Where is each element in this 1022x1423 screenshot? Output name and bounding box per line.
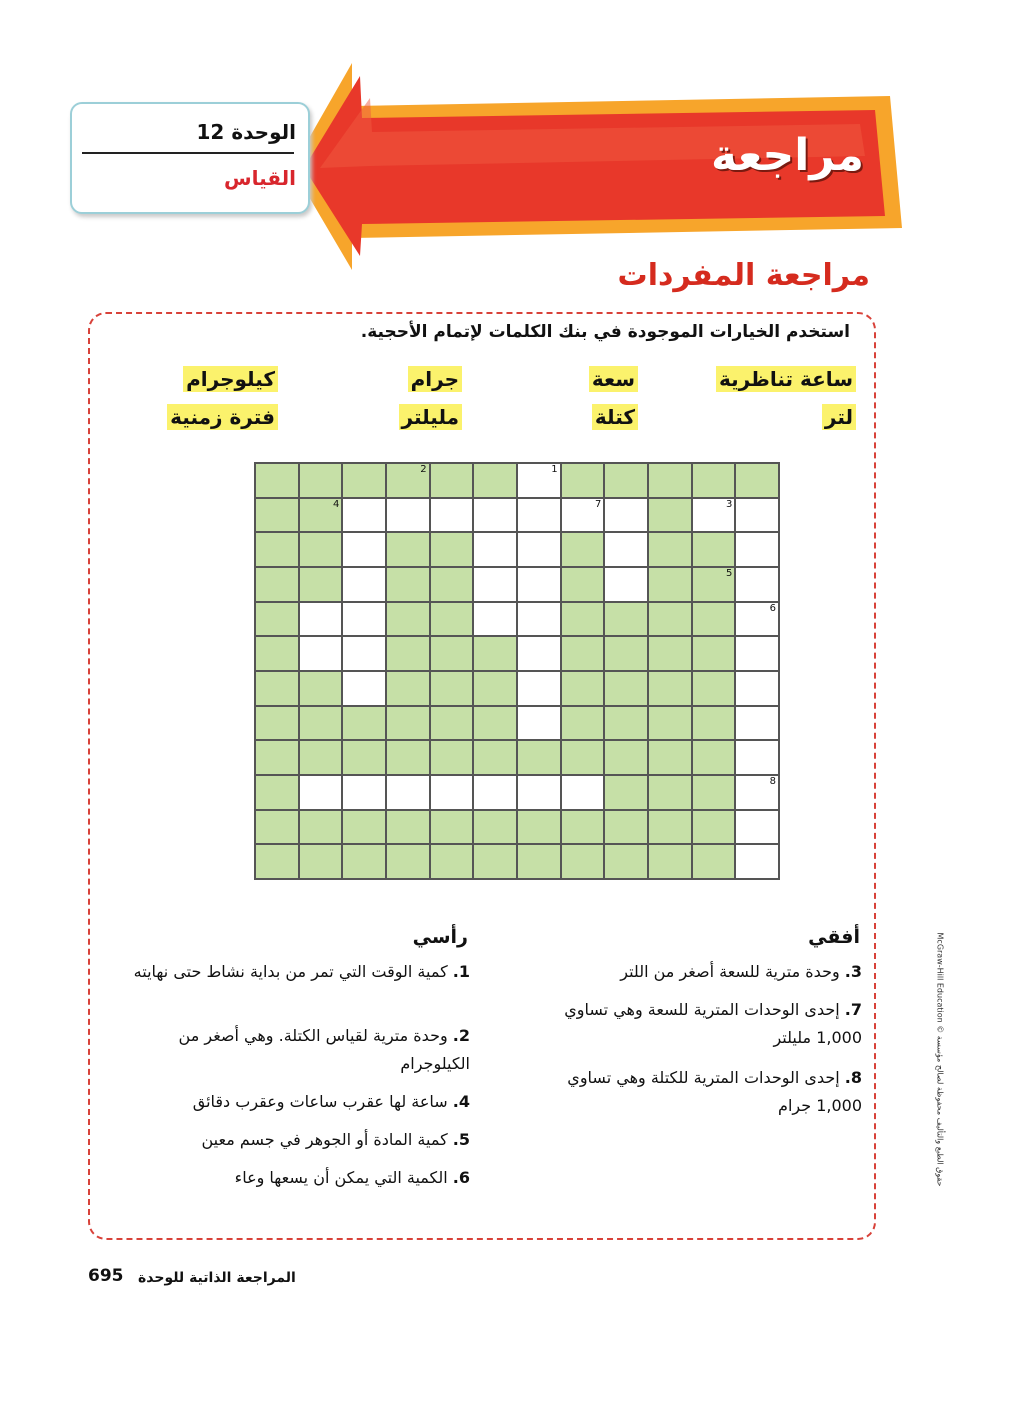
down-clue-1 <box>122 958 470 986</box>
clue-text: إحدى الوحدات المترية للكتلة وهي تساوي 1,000 جرام <box>567 1068 862 1115</box>
clue-number-label: 7 <box>594 498 602 510</box>
grid-answer-cell[interactable] <box>342 671 386 706</box>
grid-blank-cell <box>255 463 299 498</box>
grid-blank-cell <box>299 706 343 741</box>
grid-blank-cell <box>430 810 474 845</box>
grid-answer-cell[interactable] <box>430 498 474 533</box>
grid-answer-cell[interactable] <box>342 567 386 602</box>
grid-blank-cell <box>386 636 430 671</box>
grid-answer-cell[interactable] <box>517 532 561 567</box>
clue-number: 7. <box>844 1000 862 1019</box>
grid-blank-cell <box>342 810 386 845</box>
unit-number: الوحدة 12 <box>196 120 296 144</box>
down-clue-2 <box>122 1022 470 1078</box>
grid-blank-cell <box>561 602 605 637</box>
grid-blank-cell <box>648 844 692 879</box>
clue-text: الكمية التي يمكن أن يسعها وعاء <box>234 1168 448 1187</box>
grid-blank-cell <box>692 775 736 810</box>
grid-blank-cell <box>561 810 605 845</box>
clue-text: كمية المادة أو الجوهر في جسم معين <box>201 1130 448 1149</box>
down-clue-5 <box>122 1126 470 1154</box>
grid-answer-cell[interactable] <box>735 636 779 671</box>
grid-blank-cell <box>604 740 648 775</box>
page-number: 695 <box>88 1266 124 1286</box>
clue-number: 5. <box>452 1130 470 1149</box>
header-title: مراجعة <box>711 130 864 181</box>
grid-blank-cell <box>648 532 692 567</box>
grid-answer-cell[interactable] <box>604 567 648 602</box>
grid-answer-cell[interactable] <box>473 498 517 533</box>
grid-answer-cell[interactable] <box>342 498 386 533</box>
grid-blank-cell <box>255 602 299 637</box>
clue-number-label: 4 <box>332 498 340 510</box>
grid-blank-cell <box>648 775 692 810</box>
grid-blank-cell <box>299 810 343 845</box>
word-bank-item: ساعة تناظرية <box>716 366 856 392</box>
word-bank-item: كتلة <box>592 404 638 430</box>
grid-blank-cell <box>604 602 648 637</box>
grid-blank-cell <box>604 706 648 741</box>
grid-blank-cell <box>561 671 605 706</box>
grid-answer-cell[interactable] <box>735 567 779 602</box>
grid-blank-cell <box>299 498 343 533</box>
grid-blank-cell <box>255 498 299 533</box>
grid-blank-cell <box>648 740 692 775</box>
grid-blank-cell <box>561 740 605 775</box>
grid-blank-cell <box>255 567 299 602</box>
clue-text: إحدى الوحدات المترية للسعة وهي تساوي 1,000 مليلتر <box>564 1000 862 1047</box>
grid-answer-cell[interactable] <box>561 775 605 810</box>
word-bank-item: سعة <box>589 366 638 392</box>
footer-label: المراجعة الذاتية للوحدة <box>138 1270 296 1286</box>
word-bank-item: فترة زمنية <box>167 404 278 430</box>
grid-answer-cell[interactable] <box>604 532 648 567</box>
grid-blank-cell <box>648 602 692 637</box>
clue-number: 3. <box>844 962 862 981</box>
grid-blank-cell <box>386 740 430 775</box>
across-heading: أفقي <box>808 926 860 948</box>
word-bank-item: لتر <box>822 404 856 430</box>
across-clue-8 <box>522 1064 862 1120</box>
crossword-grid <box>254 462 780 880</box>
grid-blank-cell <box>473 706 517 741</box>
grid-blank-cell <box>386 567 430 602</box>
grid-blank-cell <box>692 740 736 775</box>
grid-blank-cell <box>692 810 736 845</box>
grid-blank-cell <box>604 671 648 706</box>
grid-answer-cell[interactable] <box>517 671 561 706</box>
clue-text: وحدة مترية لقياس الكتلة. وهي أصغر من الكيلوجرام <box>178 1026 470 1073</box>
word-bank-item: جرام <box>408 366 462 392</box>
grid-blank-cell <box>735 463 779 498</box>
down-heading: رأسي <box>412 926 468 948</box>
grid-blank-cell <box>299 567 343 602</box>
grid-blank-cell <box>517 740 561 775</box>
grid-blank-cell <box>648 636 692 671</box>
grid-blank-cell <box>561 567 605 602</box>
grid-blank-cell <box>648 498 692 533</box>
grid-blank-cell <box>648 567 692 602</box>
grid-answer-cell[interactable] <box>735 706 779 741</box>
grid-answer-cell[interactable] <box>517 706 561 741</box>
grid-answer-cell[interactable] <box>299 602 343 637</box>
grid-blank-cell <box>255 671 299 706</box>
grid-answer-cell[interactable] <box>342 602 386 637</box>
grid-blank-cell <box>255 775 299 810</box>
grid-blank-cell <box>692 636 736 671</box>
grid-blank-cell <box>648 463 692 498</box>
grid-blank-cell <box>255 532 299 567</box>
grid-blank-cell <box>430 602 474 637</box>
grid-blank-cell <box>386 810 430 845</box>
grid-blank-cell <box>430 844 474 879</box>
grid-answer-cell[interactable] <box>386 498 430 533</box>
grid-answer-cell[interactable] <box>517 602 561 637</box>
grid-blank-cell <box>604 775 648 810</box>
grid-blank-cell <box>430 706 474 741</box>
grid-blank-cell <box>255 740 299 775</box>
grid-answer-cell[interactable] <box>342 532 386 567</box>
grid-answer-cell[interactable] <box>342 636 386 671</box>
grid-blank-cell <box>299 532 343 567</box>
grid-blank-cell <box>604 463 648 498</box>
grid-answer-cell[interactable] <box>473 602 517 637</box>
grid-blank-cell <box>299 463 343 498</box>
grid-blank-cell <box>561 463 605 498</box>
copyright-text: McGraw-Hill Education © حقوق الطبع والتأليف محفوظة لصالح مؤسسة <box>935 932 945 1187</box>
grid-answer-cell[interactable] <box>299 636 343 671</box>
grid-blank-cell <box>386 532 430 567</box>
grid-answer-cell[interactable] <box>299 775 343 810</box>
grid-answer-cell[interactable] <box>473 567 517 602</box>
clue-number-label: 2 <box>420 464 427 475</box>
grid-blank-cell <box>561 706 605 741</box>
clue-text: ساعة لها عقرب ساعات وعقرب دقائق <box>192 1092 448 1111</box>
copyright-note <box>930 905 948 1215</box>
clue-number: 1. <box>452 962 470 981</box>
grid-blank-cell <box>561 844 605 879</box>
grid-blank-cell <box>430 463 474 498</box>
grid-blank-cell <box>473 740 517 775</box>
grid-answer-cell[interactable] <box>735 671 779 706</box>
word-bank-item: كيلوجرام <box>183 366 278 392</box>
grid-blank-cell <box>255 706 299 741</box>
grid-answer-cell[interactable] <box>735 844 779 879</box>
grid-answer-cell[interactable] <box>342 775 386 810</box>
section-title: مراجعة المفردات <box>617 258 870 293</box>
grid-blank-cell <box>604 844 648 879</box>
clue-text: وحدة مترية للسعة أصغر من اللتر <box>620 962 840 981</box>
grid-blank-cell <box>430 740 474 775</box>
grid-blank-cell <box>473 671 517 706</box>
grid-blank-cell <box>255 810 299 845</box>
instruction: استخدم الخيارات الموجودة في بنك الكلمات لإتمام الأحجية. <box>360 322 850 342</box>
grid-blank-cell <box>342 844 386 879</box>
across-clue-7 <box>522 996 862 1052</box>
word-bank-item: مليلتر <box>399 404 462 430</box>
clue-number: 6. <box>452 1168 470 1187</box>
grid-answer-cell[interactable] <box>735 532 779 567</box>
grid-blank-cell <box>299 844 343 879</box>
clue-number: 8. <box>844 1068 862 1087</box>
grid-blank-cell <box>604 636 648 671</box>
clue-number-label: 1 <box>551 464 558 475</box>
grid-blank-cell <box>430 671 474 706</box>
grid-blank-cell <box>561 532 605 567</box>
grid-blank-cell <box>692 844 736 879</box>
grid-answer-cell[interactable] <box>430 775 474 810</box>
grid-blank-cell <box>692 706 736 741</box>
grid-answer-cell[interactable] <box>735 810 779 845</box>
grid-blank-cell <box>386 844 430 879</box>
clue-text: كمية الوقت التي تمر من بداية نشاط حتى نهايته <box>133 962 448 981</box>
grid-blank-cell <box>473 463 517 498</box>
grid-answer-cell[interactable] <box>517 567 561 602</box>
grid-blank-cell <box>255 636 299 671</box>
grid-blank-cell <box>386 463 430 498</box>
unit-topic: القياس <box>223 166 296 190</box>
grid-answer-cell[interactable] <box>735 740 779 775</box>
grid-blank-cell <box>473 636 517 671</box>
unit-divider <box>82 152 294 154</box>
grid-blank-cell <box>386 602 430 637</box>
grid-answer-cell[interactable] <box>735 775 779 810</box>
grid-answer-cell[interactable] <box>386 775 430 810</box>
grid-answer-cell[interactable] <box>735 602 779 637</box>
clue-number-label: 6 <box>769 602 776 614</box>
grid-blank-cell <box>342 740 386 775</box>
grid-blank-cell <box>648 706 692 741</box>
grid-blank-cell <box>648 671 692 706</box>
grid-blank-cell <box>386 706 430 741</box>
grid-answer-cell[interactable] <box>561 498 605 533</box>
grid-blank-cell <box>386 671 430 706</box>
grid-blank-cell <box>561 636 605 671</box>
across-clue-3 <box>522 958 862 986</box>
grid-answer-cell[interactable] <box>692 498 736 533</box>
grid-answer-cell[interactable] <box>517 463 561 498</box>
grid-answer-cell[interactable] <box>735 498 779 533</box>
grid-blank-cell <box>692 532 736 567</box>
grid-blank-cell <box>604 810 648 845</box>
grid-answer-cell[interactable] <box>517 498 561 533</box>
grid-blank-cell <box>692 463 736 498</box>
grid-blank-cell <box>692 567 736 602</box>
unit-card <box>70 102 310 214</box>
grid-answer-cell[interactable] <box>517 636 561 671</box>
grid-blank-cell <box>430 636 474 671</box>
down-clue-4 <box>122 1088 470 1116</box>
grid-blank-cell <box>342 463 386 498</box>
grid-blank-cell <box>299 671 343 706</box>
grid-blank-cell <box>517 844 561 879</box>
grid-blank-cell <box>692 671 736 706</box>
clue-number: 4. <box>452 1092 470 1111</box>
grid-blank-cell <box>342 706 386 741</box>
grid-blank-cell <box>473 844 517 879</box>
grid-blank-cell <box>648 810 692 845</box>
grid-blank-cell <box>430 532 474 567</box>
grid-blank-cell <box>517 810 561 845</box>
grid-blank-cell <box>299 740 343 775</box>
clue-number: 2. <box>452 1026 470 1045</box>
clue-number-label: 3 <box>725 498 733 510</box>
grid-blank-cell <box>473 810 517 845</box>
down-clue-6 <box>122 1164 470 1192</box>
grid-blank-cell <box>430 567 474 602</box>
grid-answer-cell[interactable] <box>473 775 517 810</box>
clue-number-label: 5 <box>725 568 733 579</box>
grid-answer-cell[interactable] <box>517 775 561 810</box>
grid-blank-cell <box>255 844 299 879</box>
grid-blank-cell <box>692 602 736 637</box>
grid-answer-cell[interactable] <box>473 532 517 567</box>
clue-number-label: 8 <box>769 776 776 787</box>
grid-answer-cell[interactable] <box>604 498 648 533</box>
